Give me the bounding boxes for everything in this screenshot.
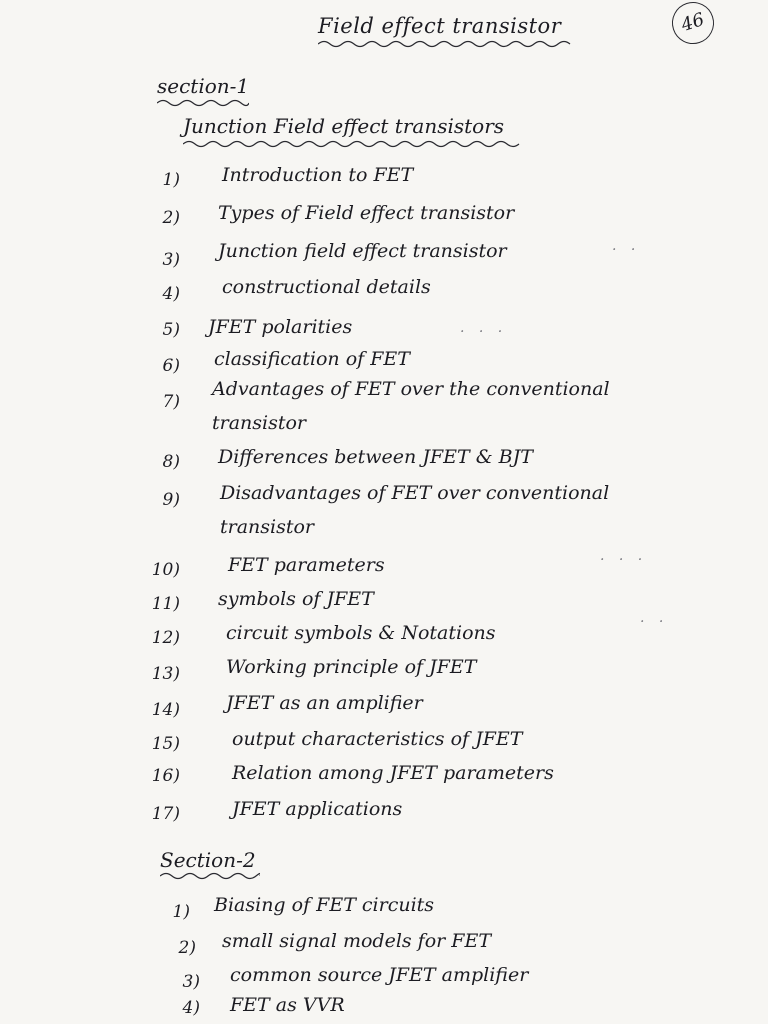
list-item: Differences between JFET & BJT	[218, 446, 533, 468]
section-1-label: section-1	[157, 74, 250, 98]
list-item: JFET as an amplifier	[226, 692, 423, 714]
list-item-continuation: transistor	[220, 516, 315, 538]
list-item: Working principle of JFET	[226, 656, 477, 678]
list-item-number: 14)	[151, 700, 180, 720]
list-item-number: 15)	[151, 734, 180, 754]
list-item-number: 13)	[151, 664, 180, 684]
section-1-subtitle: Junction Field effect transistors	[183, 114, 505, 138]
list-item-number: 1)	[162, 170, 180, 190]
list-item-number: 11)	[151, 594, 180, 614]
list-item-number: 7)	[162, 392, 180, 412]
list-item: Introduction to FET	[222, 164, 414, 186]
list-item-number: 5)	[162, 320, 180, 340]
list-item: classification of FET	[214, 348, 410, 370]
list-item: Advantages of FET over the conventional	[212, 378, 610, 400]
list-item: Biasing of FET circuits	[214, 894, 435, 916]
list-item: circuit symbols & Notations	[226, 622, 496, 644]
list-item-number: 8)	[162, 452, 180, 472]
stray-marks: . .	[640, 610, 669, 626]
list-item: output characteristics of JFET	[232, 728, 523, 750]
list-item: Relation among JFET parameters	[232, 762, 554, 784]
list-item-number: 3)	[182, 972, 200, 992]
list-item-number: 9)	[162, 490, 180, 510]
section-2-label: Section-2	[160, 848, 256, 872]
list-item: constructional details	[222, 276, 431, 298]
list-item-number: 17)	[151, 804, 180, 824]
list-item: symbols of JFET	[218, 588, 374, 610]
list-item: Types of Field effect transistor	[218, 202, 515, 224]
list-item-number: 10)	[151, 560, 180, 580]
list-item-number: 16)	[151, 766, 180, 786]
section-1-underline	[157, 99, 249, 107]
stray-marks: . . .	[460, 320, 508, 336]
list-item-number: 4)	[182, 998, 200, 1018]
list-item-continuation: transistor	[212, 412, 307, 434]
page-number-badge: 46	[667, 0, 720, 49]
list-item-number: 12)	[151, 628, 180, 648]
list-item-number: 2)	[178, 938, 196, 958]
page-title: Field effect transistor	[318, 14, 562, 38]
title-underline	[318, 40, 578, 48]
list-item: Disadvantages of FET over conventional	[220, 482, 610, 504]
list-item: JFET applications	[232, 798, 403, 820]
list-item-number: 3)	[162, 250, 180, 270]
section-2-underline	[160, 872, 260, 880]
list-item-number: 4)	[162, 284, 180, 304]
list-item: FET as VVR	[230, 994, 345, 1016]
list-item: common source JFET amplifier	[230, 964, 529, 986]
subtitle-underline	[183, 140, 523, 148]
list-item: JFET polarities	[208, 316, 353, 338]
stray-marks: . . .	[600, 548, 648, 564]
list-item-number: 2)	[162, 208, 180, 228]
stray-marks: . .	[612, 238, 641, 254]
list-item: small signal models for FET	[222, 930, 492, 952]
list-item: FET parameters	[228, 554, 385, 576]
list-item: Junction field effect transistor	[218, 240, 507, 262]
list-item-number: 6)	[162, 356, 180, 376]
list-item-number: 1)	[172, 902, 190, 922]
